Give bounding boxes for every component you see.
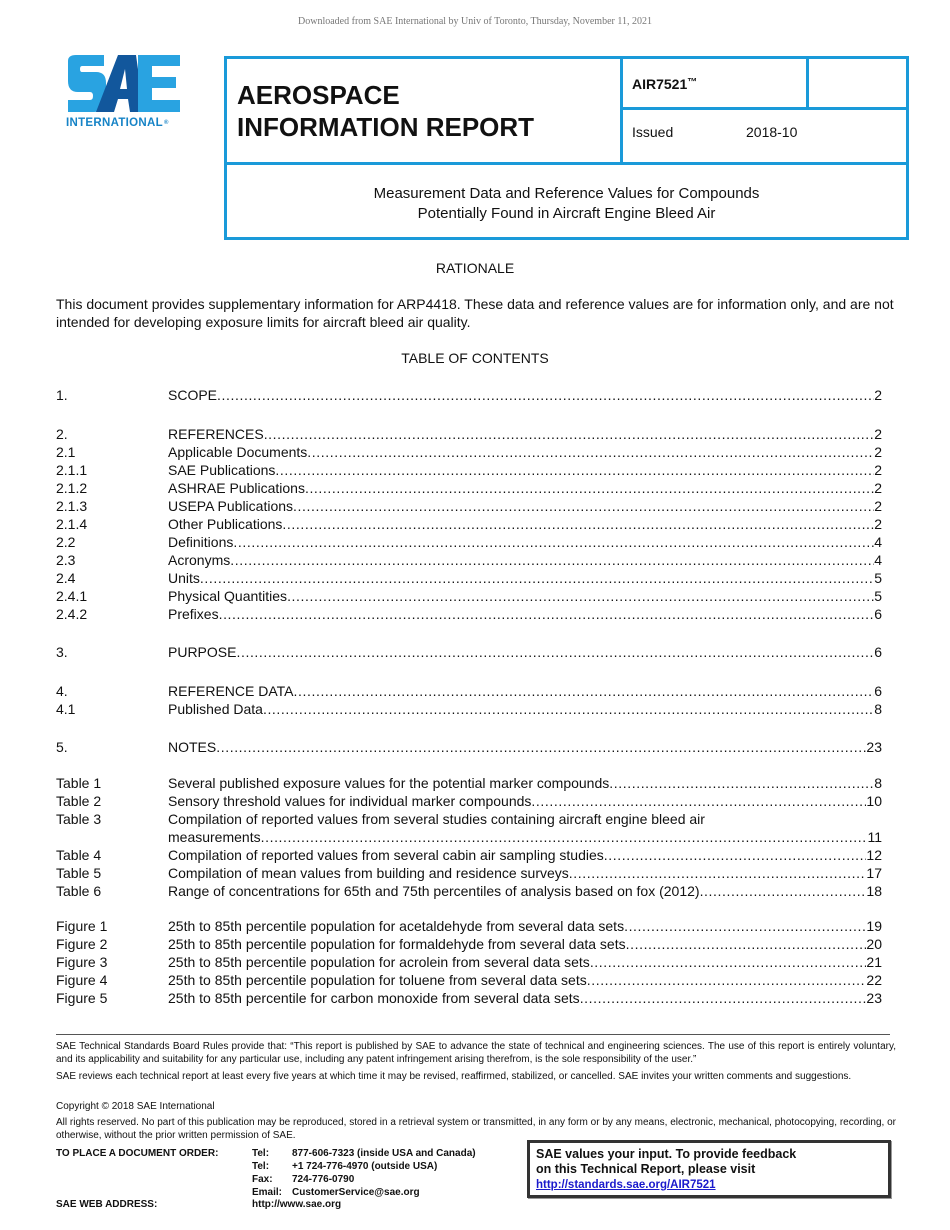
document-title-cell [227, 168, 906, 237]
contact-key: Fax: [252, 1174, 273, 1185]
download-watermark: Downloaded from SAE International by Univ of Toronto, Thursday, November 11, 2021 [298, 16, 652, 27]
logo-subtitle: INTERNATIONAL® [66, 117, 169, 129]
document-number: AIR7521™ [632, 76, 698, 92]
toc-item[interactable]: 2.4.2 Prefixes ..... 6 [56, 605, 882, 623]
copyright-text: Copyright © 2018 SAE International [56, 1101, 215, 1112]
toc-table-item[interactable]: Table 3 Compilation of reported values from several studies containing aircraft engine bleed air [56, 811, 705, 827]
feedback-text-line2: on this Technical Report, please visit [536, 1162, 756, 1176]
toc-item[interactable]: 2.3 Acronyms ..... 4 [56, 551, 882, 569]
toc-table-item[interactable]: Table 6 Range of concentrations for 65th and 75th percentiles of analysis based on fox (2012) ..... 18 [56, 882, 882, 900]
toc-item[interactable]: 2.4 Units ..... 5 [56, 569, 882, 587]
board-rules-text: SAE Technical Standards Board Rules provide that: “This report is published by SAE to advance the state of technical and engineering sciences. The use of this report is entirely voluntary, and its applicability and suitability for any particular use, including any patent infringement arising therefrom, is the sole responsibility of the user.” [56, 1041, 896, 1065]
web-address-link[interactable]: http://www.sae.org [252, 1199, 342, 1210]
document-header-box [224, 56, 909, 240]
rationale-heading: RATIONALE [435, 260, 515, 276]
toc-item[interactable]: 2.1.2 ASHRAE Publications ..... 2 [56, 479, 882, 497]
toc-table-item[interactable]: Table 1 Several published exposure values for the potential marker compounds ..... 8 [56, 774, 882, 792]
toc-item[interactable]: 4. REFERENCE DATA ..... 6 [56, 682, 882, 700]
toc-item[interactable]: 1. SCOPE ..... 2 [56, 386, 882, 404]
contact-key: Tel: [252, 1161, 270, 1172]
toc-item[interactable]: 2.1 Applicable Documents ..... 2 [56, 443, 882, 461]
toc-figure-item[interactable]: Figure 1 25th to 85th percentile population for acetaldehyde from several data sets ..... 19 [56, 917, 882, 935]
revision-cell [809, 59, 906, 110]
toc-table-item-continued[interactable]: measurements ..... 11 [56, 828, 882, 846]
document-type: AEROSPACE INFORMATION REPORT [237, 80, 535, 142]
contact-key: Tel: [252, 1148, 270, 1159]
issued-cell [623, 110, 906, 165]
feedback-box [527, 1140, 891, 1198]
toc-figure-item[interactable]: Figure 2 25th to 85th percentile population for formaldehyde from several data sets ..... 20 [56, 935, 882, 953]
toc-table-item[interactable]: Table 4 Compilation of reported values from several cabin air sampling studies ..... 12 [56, 846, 882, 864]
web-address-label: SAE WEB ADDRESS: [56, 1199, 158, 1210]
toc-item[interactable]: 2.2 Definitions ..... 4 [56, 533, 882, 551]
toc-item[interactable]: 2.1.4 Other Publications ..... 2 [56, 515, 882, 533]
toc-table-item[interactable]: Table 5 Compilation of mean values from building and residence surveys ..... 17 [56, 864, 882, 882]
toc-item[interactable]: 5. NOTES ..... 23 [56, 738, 882, 756]
review-text: SAE reviews each technical report at least every five years at which time it may be revised, reaffirmed, stabilized, or cancelled. SAE invites your written comments and suggestions. [56, 1071, 852, 1082]
document-number-cell [623, 59, 809, 110]
rights-text: All rights reserved. No part of this publication may be reproduced, stored in a retrieval system or transmitted, in any form or by any means, electronic, mechanical, photocopying, recording, or otherwise, without the prior written permission of SAE. [56, 1117, 896, 1141]
document-type-cell [227, 59, 623, 165]
toc-figure-item[interactable]: Figure 3 25th to 85th percentile population for acrolein from several data sets ..... 21 [56, 953, 882, 971]
sae-logo [66, 55, 191, 135]
order-label: TO PLACE A DOCUMENT ORDER: [56, 1148, 219, 1159]
issued-label: Issued [632, 124, 674, 140]
feedback-text-line1: SAE values your input. To provide feedback [536, 1147, 797, 1161]
contact-tel-international: +1 724-776-4970 (outside USA) [292, 1161, 438, 1172]
feedback-link[interactable]: http://standards.sae.org/AIR7521 [536, 1179, 716, 1191]
rationale-text: This document provides supplementary information for ARP4418. These data and reference values are for information only, and are not intended for developing exposure limits for aircraft bleed air quality. [56, 296, 894, 330]
toc-table-item[interactable]: Table 2 Sensory threshold values for individual marker compounds ..... 10 [56, 792, 882, 810]
document-title: Measurement Data and Reference Values for Compounds Potentially Found in Aircraft Engine Bleed Air [373, 185, 760, 222]
toc-item[interactable]: 2.1.1 SAE Publications ..... 2 [56, 461, 882, 479]
footer-divider [56, 1034, 890, 1035]
toc-item[interactable]: 4.1 Published Data ..... 8 [56, 700, 882, 718]
toc-figure-item[interactable]: Figure 5 25th to 85th percentile for carbon monoxide from several data sets ..... 23 [56, 989, 882, 1007]
contact-tel-domestic: 877-606-7323 (inside USA and Canada) [292, 1148, 476, 1159]
toc-item[interactable]: 2.1.3 USEPA Publications ..... 2 [56, 497, 882, 515]
toc-heading: TABLE OF CONTENTS [401, 350, 549, 366]
contact-key: Email: [252, 1187, 283, 1198]
toc-item[interactable]: 3. PURPOSE ..... 6 [56, 643, 882, 661]
sae-logo-mark-icon [66, 55, 182, 113]
contact-fax: 724-776-0790 [292, 1174, 355, 1185]
issued-value: 2018-10 [746, 124, 798, 140]
contact-email[interactable]: CustomerService@sae.org [292, 1187, 420, 1198]
toc-item[interactable]: 2. REFERENCES ..... 2 [56, 425, 882, 443]
toc-item[interactable]: 2.4.1 Physical Quantities ..... 5 [56, 587, 882, 605]
toc-figure-item[interactable]: Figure 4 25th to 85th percentile population for toluene from several data sets ..... 22 [56, 971, 882, 989]
